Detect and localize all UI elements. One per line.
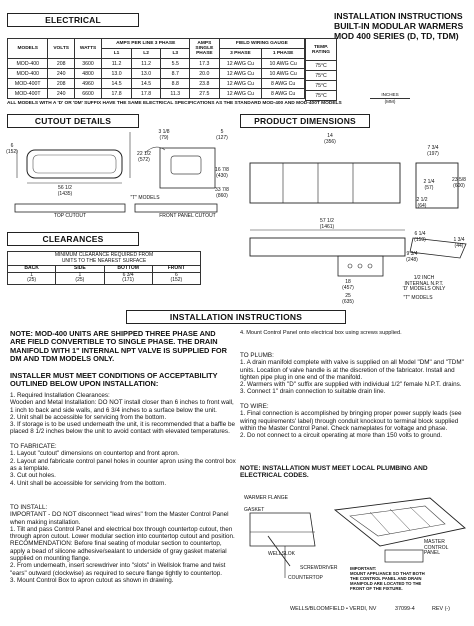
col-amps-group: AMPS PER LINE 3 PHASE: [102, 39, 190, 49]
cell: 8.8: [161, 79, 190, 89]
prod-dim-3: 2 1/4 (57): [423, 179, 435, 191]
clear-col-back: BACK: [8, 266, 56, 272]
install-left-body: 1. Required Installation Clearances: Wooden and Metal Installation: DO NOT install closer than 6 inches to front wall, 1 inch to back and side walls, and 6 3/4 inches to a surface below the unit. 2. Unit shall be accessible for servicing from the bottom. 3. If storage is to be used underneath the unit, it is recommended that a baffle be placed 8 1/2 inches below the unit to avoid contact with elevated temperatures. TO FABRICATE: 1. Layout "cutout" dimensions on countertop and front apron. 2. Layout and fabricate control panel holes in counter apron using the control box as a template. 3. Cut out holes. 4. Unit shall be accessible for servicing from the bottom.: [10, 392, 236, 487]
cell: 12 AWG Cu: [219, 69, 262, 79]
cell: 13.0: [102, 69, 132, 79]
clearances-title: CLEARANCES: [7, 232, 139, 246]
cell: 208: [48, 79, 74, 89]
cell: 240: [48, 89, 74, 99]
table-row: [8, 79, 305, 89]
cutout-dim-r3: 16 7/8 (430): [215, 167, 229, 179]
drawing-master-panel: MASTER CONTROL PANEL: [424, 539, 449, 557]
install-title-line-1: INSTALLATION INSTRUCTIONS: [334, 11, 463, 21]
cell: 11.3: [161, 89, 190, 99]
col-volts: VOLTS: [48, 39, 74, 59]
electrical-table: [7, 38, 305, 99]
footer-doc-no: 37099-4: [395, 606, 415, 612]
cell: 8 AWG Cu: [262, 79, 305, 89]
col-watts: WATTS: [74, 39, 101, 59]
prod-dim-7: 6 1/4 (159): [414, 231, 426, 243]
cutout-dim-depth: 22 1/2 (572): [137, 151, 151, 163]
clearances-heading: MINIMUM CLEARANCE REQUIRED FROM UNITS TO THE NEAREST SURFACE: [8, 252, 200, 266]
install-note-three-phase: NOTE: MOD-400 UNITS ARE SHIPPED THREE PHASE AND ARE FIELD CONVERTIBLE TO SINGLE PHASE. THE DRAIN MANIFOLD WITH 1" INTERNAL NPT VALVE IS SUPPLIED FOR DM AND TDM MODELS ONLY.: [10, 329, 228, 363]
cell: 75°C: [306, 81, 337, 91]
clear-col-bottom: BOTTOM: [105, 266, 153, 272]
drawing-screwdriver: SCREWDRIVER: [300, 565, 338, 571]
temp-rating-table: [305, 38, 337, 101]
cell: 13.0: [131, 69, 161, 79]
cell: 27.5: [190, 89, 219, 99]
units-label-mm: (MM): [384, 99, 396, 104]
clear-col-side: SIDE: [56, 266, 104, 272]
cell: 12 AWG Cu: [219, 79, 262, 89]
cell: MOD-400T: [8, 89, 48, 99]
install-right-note: NOTE: INSTALLATION MUST MEET LOCAL PLUMBING AND ELECTRICAL CODES.: [240, 465, 428, 480]
prod-dim-11: 25 (635): [342, 293, 354, 305]
clear-val-front: 6 (152): [170, 271, 183, 284]
cell: 11.2: [102, 59, 132, 69]
cutout-dim-width: 56 1/2 (1435): [57, 185, 73, 197]
cell: 208: [48, 59, 74, 69]
prod-t-models: "T" MODELS: [403, 295, 433, 301]
install-right-top: 4. Mount Control Panel onto electrical box using screws supplied.: [240, 330, 402, 336]
units-label-inches: INCHES: [370, 92, 410, 99]
cell: 75°C: [306, 91, 337, 101]
cell: 4800: [74, 69, 101, 79]
prod-dim-9: 9 3/4 (248): [406, 251, 418, 263]
clear-val-back: 1 (25): [8, 273, 56, 284]
prod-dim-4: 23 5/8 (600): [452, 177, 466, 189]
drawing-gasket: GASKET: [244, 507, 265, 513]
prod-dim-1: 14 (356): [324, 133, 336, 145]
cell: 6600: [74, 89, 101, 99]
front-cutout-label: FRONT PANEL CUTOUT: [159, 213, 216, 219]
table-row: [8, 69, 305, 79]
cell: 3600: [74, 59, 101, 69]
cutout-title: CUTOUT DETAILS: [7, 114, 139, 128]
cell: 17.8: [131, 89, 161, 99]
col-temp: TEMP. RATING: [306, 39, 337, 61]
cutout-dim-r2: 5 (127): [216, 129, 228, 141]
install-title: INSTALLATION INSTRUCTIONS: [126, 310, 346, 324]
cell: MOD-400: [8, 59, 48, 69]
col-field-wiring: FIELD WIRING GAUGE: [219, 39, 304, 49]
clear-val-side: 1 (25): [56, 273, 104, 284]
col-l2: L2: [131, 49, 161, 59]
cell: 20.0: [190, 69, 219, 79]
cell: 10 AWG Cu: [262, 59, 305, 69]
install-right-plumb: TO PLUMB: 1. A drain manifold complete with valve is supplied on all Model "DM" and "TDM" units. Location of valve handle is at the discretion of the fabricator. Install and tighten pipe plug in one end of the manifold. 2. Warmers with "D" suffix are supplied with individual 1/2" female N.P.T. drains. 3. Connect 1" drain connection to suitable drain line. TO WIRE: 1. Final connection is accomplished by bringing proper power supply leads (see wiring requirements' label) through conduit knockout to terminal block supplied within the Master Control Panel. Check nameplates for voltage and phase. 2. Do not connect to a circuit operating at more than 150 volts to ground.: [240, 352, 464, 440]
cell: 17.3: [190, 59, 219, 69]
col-3phase: 3 PHASE: [219, 49, 262, 59]
col-models: MODELS: [8, 39, 48, 59]
electrical-note: ALL MODELS WITH A 'D' OR 'DM' SUFFIX HAVE THE SAME ELECTRICAL SPECIFICATIONS AS THE STANDARD MOD-400 AND MOD-400T MODELS: [7, 101, 342, 106]
cell: 12 AWG Cu: [219, 59, 262, 69]
clear-col-front: FRONT: [167, 265, 185, 272]
drawing-important: IMPORTANT: MOUNT APPLIANCE SO THAT BOTH THE CONTROL PANEL AND DRAIN MANIFOLD ARE LOCATED TO THE FRONT OF THE FIXTURE.: [350, 566, 425, 591]
cell: 14.5: [102, 79, 132, 89]
prod-dim-2: 7 3/4 (197): [427, 145, 439, 157]
cutout-dim-height: 6 (152): [6, 143, 18, 155]
top-cutout-label: TOP CUTOUT: [53, 213, 87, 219]
col-amps-single: AMPS SINGLE PHASE: [190, 39, 219, 59]
install-title-block: [334, 11, 469, 41]
cell: 5.5: [161, 59, 190, 69]
prod-dim-8: 1 3/4 (44): [453, 237, 465, 249]
cell: 14.5: [131, 79, 161, 89]
table-row: [8, 89, 305, 99]
clear-val-bottom: 6 3/4 (171): [105, 273, 153, 284]
cutout-t-models: "T" MODELS: [130, 195, 160, 201]
cell: 4960: [74, 79, 101, 89]
prod-dim-5: 2 1/2 (64): [416, 197, 428, 209]
cell: 12 AWG Cu: [219, 89, 262, 99]
cell: MOD-400: [8, 69, 48, 79]
cell: 8 AWG Cu: [262, 89, 305, 99]
cell: MOD-400T: [8, 79, 48, 89]
drawing-countertop: COUNTERTOP: [288, 575, 323, 581]
col-1phase: 1 PHASE: [262, 49, 305, 59]
cell: 75°C: [306, 71, 337, 81]
prod-dim-6: 57 1/2 (1461): [319, 218, 335, 230]
cell: 17.8: [102, 89, 132, 99]
install-title-line-3: MOD 400 SERIES (D, TD, TDM): [334, 31, 459, 41]
footer-company: WELLS/BLOOMFIELD • VERDI, NV: [290, 606, 377, 612]
cell: 10 AWG Cu: [262, 69, 305, 79]
footer: [0, 606, 474, 618]
prod-dim-10: 18 (457): [342, 279, 354, 291]
col-l1: L1: [102, 49, 132, 59]
col-l3: L3: [161, 49, 190, 59]
cell: 75°C: [306, 61, 337, 71]
drawing-wellslok: WELLSLOK: [268, 551, 295, 557]
cutout-dim-r4: 33 7/8 (860): [215, 187, 229, 199]
install-left-install: TO INSTALL: IMPORTANT - DO NOT disconnect "lead wires" from the Master Control Panel when making installation. 1. Tilt and pass Control Panel and electrical box through countertop cutout, then through apron cutout. Lower modular section into countertop cutout and position. RECOMMENDATION: Before final seating of modular section to countertop, apply a bead of silicone adhesive/sealant to underside of gray gasket material supplied on mounting flange. 2. From underneath, insert screwdriver into "slots" in Wellslok frame and twist "ears" outward (clockwise) as required to secure flange tightly to countertop. 3. Mount Control Box to apron cutout as shown in drawing.: [10, 504, 235, 584]
table-row: [8, 59, 305, 69]
install-note-codes: INSTALLER MUST MEET CONDITIONS OF ACCEPTABILITY OUTLINED BELOW UPON INSTALLATION:: [10, 371, 218, 389]
cell: 240: [48, 69, 74, 79]
cutout-drawing: [5, 128, 230, 224]
electrical-title: ELECTRICAL: [7, 13, 139, 27]
install-title-line-2: BUILT-IN MODULAR WARMERS: [334, 21, 464, 31]
cell: 23.8: [190, 79, 219, 89]
clearances-table: [7, 251, 201, 285]
product-title: PRODUCT DIMENSIONS: [240, 114, 370, 128]
cell: 11.2: [131, 59, 161, 69]
footer-rev: REV (-): [432, 606, 450, 612]
drawing-warmer-flange: WARMER FLANGE: [244, 495, 288, 501]
prod-internal-label: 1/2 INCH INTERNAL N.P.T. 'D' MODELS ONLY: [402, 275, 446, 293]
cutout-dim-r1: 3 1/8 (79): [158, 129, 170, 141]
cell: 8.7: [161, 69, 190, 79]
